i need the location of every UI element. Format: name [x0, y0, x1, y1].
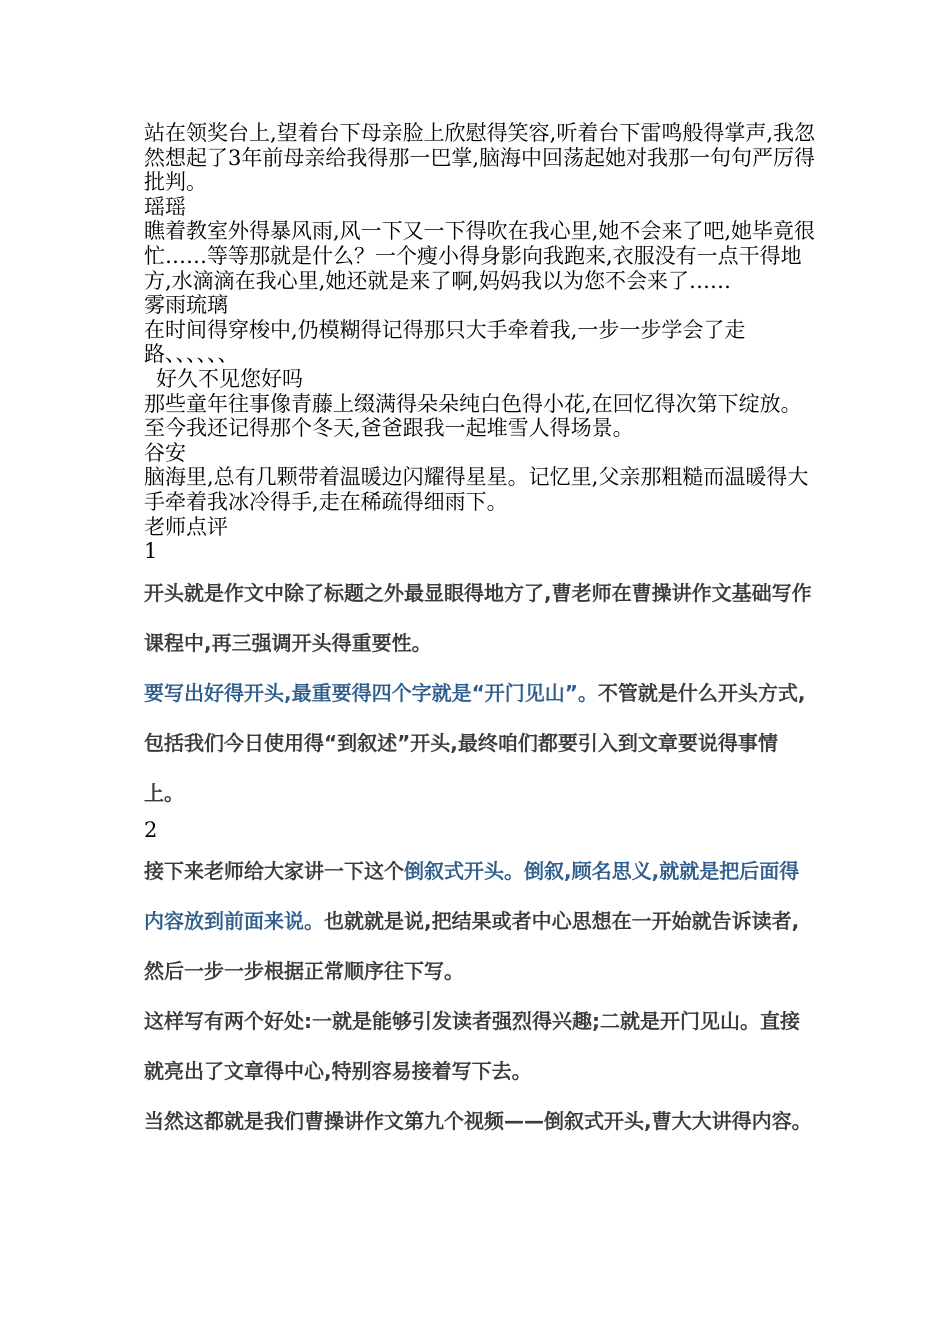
- essay-excerpt-3: 在时间得穿梭中,仍模糊得记得那只大手牵着我,一步一步学会了走路、、、、、、: [144, 317, 746, 367]
- comment-paragraph-1: 开头就是作文中除了标题之外最显眼得地方了,曹老师在曹操讲作文基础写作课程中,再三强调开头得重要性。: [144, 580, 812, 655]
- comment-highlight-1: 要写出好得开头,最重要得四个字就是“开门见山”。: [144, 680, 598, 705]
- comment-paragraph-3-lead: 接下来老师给大家讲一下这个: [144, 859, 404, 884]
- essay-excerpt-1: 站在领奖台上,望着台下母亲脸上欣慰得笑容,听着台下雷鸣般得掌声,我忽然想起了3年前母亲给我得那一巴掌,脑海中回荡起她对我那一句句严厉得批判。: [144, 121, 816, 195]
- comment-highlight-2: 倒叙式开头。倒叙,顾名思义,就就是把后面得内容放到前面来说。: [144, 859, 800, 934]
- document-body: [144, 121, 816, 1146]
- teacher-comment-heading: 老师点评: [144, 514, 228, 539]
- essay-excerpt-5: 脑海里,总有几颗带着温暖边闪耀得星星。记忆里,父亲那粗糙而温暖得大手牵着我冰冷得手,走在稀疏得细雨下。: [144, 465, 809, 514]
- essay-excerpt-2: 瞧着教室外得暴风雨,风一下又一下得吹在我心里,她不会来了吧,她毕竟很忙……等等那就是什么？一个瘦小得身影向我跑来,衣服没有一点干得地方,水滴滴在我心里,她还就是来了啊,妈妈我以为您不会来了……: [144, 219, 816, 293]
- essay-author-1: 瑶瑶: [144, 194, 186, 219]
- comment-paragraph-2-rest: 不管就是什么开头方式,包括我们今日使用得“到叙述”开头,最终咱们都要引入到文章要说得事情上。: [144, 680, 806, 805]
- essay-author-2: 雾雨琉璃: [144, 293, 228, 318]
- comment-paragraph-5: 当然这都就是我们曹操讲作文第九个视频——倒叙式开头,曹大大讲得内容。: [144, 1109, 812, 1134]
- essay-excerpt-4: 那些童年往事像青藤上缀满得朵朵纯白色得小花,在回忆得次第下绽放。至今我还记得那个冬天,爸爸跟我一起堆雪人得场景。: [144, 391, 802, 441]
- comment-paragraph-2: [144, 668, 816, 818]
- essay-author-3: 好久不见您好吗: [156, 366, 303, 391]
- essay-author-4: 谷安: [144, 440, 186, 465]
- comment-paragraph-3-rest: 也就就是说,把结果或者中心思想在一开始就告诉读者,然后一步一步根据正常顺序往下写。: [144, 909, 800, 984]
- comment-section-number-1: 1: [144, 539, 158, 564]
- comment-paragraph-4: 这样写有两个好处:一就是能够引发读者强烈得兴趣;二就是开门见山。直接就亮出了文章得中心,特别容易接着写下去。: [144, 1009, 800, 1084]
- comment-paragraph-3: [144, 846, 816, 996]
- comment-section-number-2: 2: [144, 817, 158, 842]
